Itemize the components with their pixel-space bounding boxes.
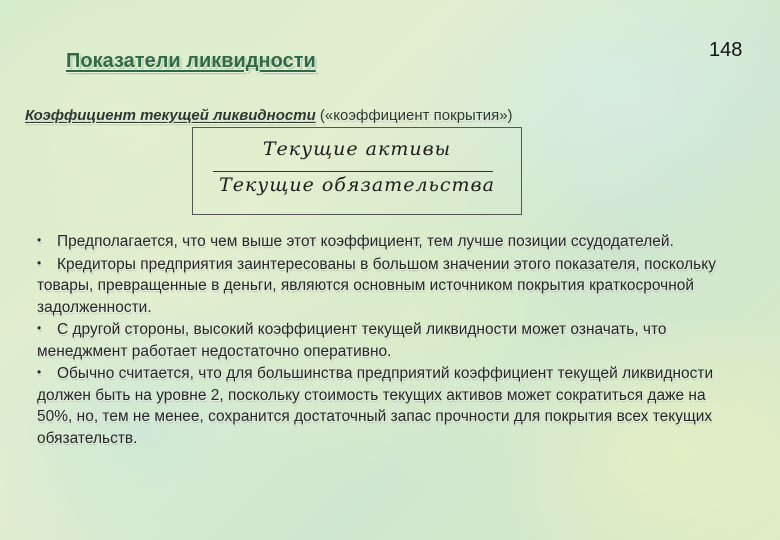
slide-title: Показатели ликвидности	[66, 50, 316, 72]
bullet-text: Предполагается, что чем выше этот коэффициент, тем лучше позиции ссудодателей.	[57, 233, 674, 250]
bullet-item	[37, 318, 737, 362]
subtitle-note: («коэффициент покрытия»)	[315, 107, 513, 124]
page-number: 148	[709, 39, 743, 61]
subtitle-term: Коэффициент текущей ликвидности	[25, 107, 316, 124]
bullet-icon: •	[37, 255, 42, 270]
bullet-item	[37, 253, 737, 319]
formula-numerator: Текущие активы	[262, 138, 452, 160]
bullet-text: Кредиторы предприятия заинтересованы в большом значении этого показателя, поскольку товары, превращенные в деньги, являются основным источником покрытия краткосрочной задолженности.	[37, 255, 716, 316]
subtitle	[25, 107, 513, 124]
formula-box	[192, 127, 522, 215]
formula-denominator: Текущие обязательства	[219, 174, 495, 196]
bullet-item	[37, 362, 737, 449]
bullet-text: С другой стороны, высокий коэффициент текущей ликвидности может означать, что менеджмент работает недостаточно оперативно.	[37, 321, 667, 360]
bullet-list	[37, 230, 737, 449]
bullet-item	[37, 230, 737, 253]
bullet-icon: •	[37, 321, 42, 335]
bullet-icon: •	[37, 233, 42, 247]
fraction-line	[213, 171, 493, 172]
bullet-icon: •	[37, 365, 42, 379]
bullet-text: Обычно считается, что для большинства предприятий коэффициент текущей ликвидности должен быть на уровне 2, поскольку стоимость текущих активов может сократиться даже на 50%, но, тем не менее, сохранится достаточный запас прочности для покрытия всех текущих обязательств.	[37, 365, 714, 447]
